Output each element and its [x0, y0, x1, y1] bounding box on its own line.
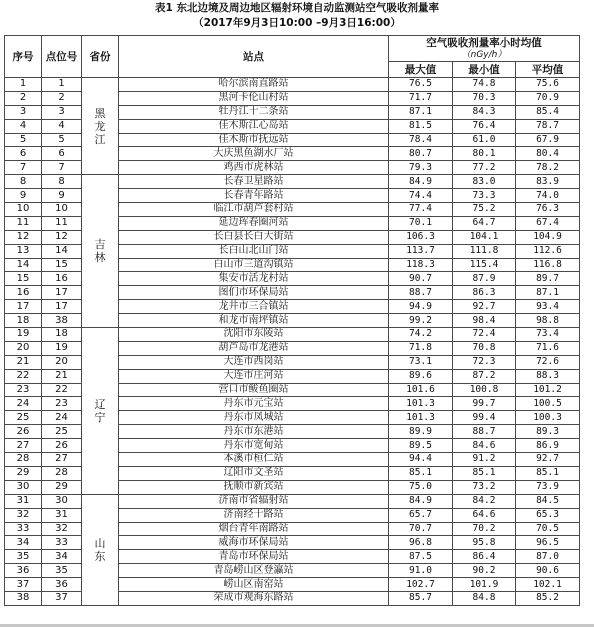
cell-seq: 14 [5, 258, 42, 272]
cell-min: 101.9 [453, 578, 516, 592]
cell-max: 85.7 [389, 591, 453, 605]
cell-seq: 24 [5, 397, 42, 411]
cell-avg: 104.9 [516, 230, 580, 244]
cell-avg: 101.2 [516, 383, 580, 397]
cell-avg: 98.8 [516, 314, 580, 328]
cell-seq: 29 [5, 466, 42, 480]
cell-max: 87.1 [389, 105, 453, 119]
cell-max: 101.6 [389, 383, 453, 397]
cell-point: 32 [42, 522, 82, 536]
cell-station: 鸡西市虎林站 [119, 161, 389, 175]
cell-point: 1 [42, 78, 82, 92]
cell-max: 87.5 [389, 550, 453, 564]
cell-seq: 26 [5, 425, 42, 439]
cell-seq: 30 [5, 480, 42, 494]
cell-seq: 36 [5, 564, 42, 578]
cell-seq: 2 [5, 91, 42, 105]
cell-max: 99.2 [389, 314, 453, 328]
cell-seq: 28 [5, 453, 42, 467]
header-seq: 序号 [5, 36, 42, 78]
cell-point: 37 [42, 591, 82, 605]
cell-avg: 92.7 [516, 453, 580, 467]
cell-avg: 78.2 [516, 161, 580, 175]
cell-seq: 13 [5, 244, 42, 258]
cell-min: 98.4 [453, 314, 516, 328]
cell-min: 95.8 [453, 536, 516, 550]
cell-avg: 90.6 [516, 564, 580, 578]
cell-station: 济南市省辐射站 [119, 494, 389, 508]
cell-seq: 32 [5, 508, 42, 522]
cell-seq: 7 [5, 161, 42, 175]
cell-avg: 71.6 [516, 341, 580, 355]
cell-min: 73.2 [453, 480, 516, 494]
cell-seq: 12 [5, 230, 42, 244]
cell-avg: 88.3 [516, 369, 580, 383]
cell-point: 10 [42, 203, 82, 217]
cell-seq: 11 [5, 216, 42, 230]
cell-max: 113.7 [389, 244, 453, 258]
cell-max: 76.5 [389, 78, 453, 92]
cell-max: 71.7 [389, 91, 453, 105]
cell-seq: 33 [5, 522, 42, 536]
province-label: 辽宁 [94, 397, 106, 424]
cell-max: 96.8 [389, 536, 453, 550]
cell-point: 18 [42, 328, 82, 342]
cell-min: 86.3 [453, 286, 516, 300]
cell-seq: 1 [5, 78, 42, 92]
cell-min: 86.4 [453, 550, 516, 564]
cell-max: 94.4 [389, 453, 453, 467]
cell-avg: 84.5 [516, 494, 580, 508]
cell-seq: 9 [5, 189, 42, 203]
cell-point: 28 [42, 466, 82, 480]
cell-max: 94.9 [389, 300, 453, 314]
cell-station: 牡丹江十二条站 [119, 105, 389, 119]
cell-avg: 85.1 [516, 466, 580, 480]
cell-station: 济南经十路站 [119, 508, 389, 522]
cell-seq: 35 [5, 550, 42, 564]
cell-avg: 80.4 [516, 147, 580, 161]
cell-station: 长春卫星路站 [119, 175, 389, 189]
cell-point: 19 [42, 341, 82, 355]
province-label: 山东 [94, 536, 106, 563]
cell-min: 85.1 [453, 466, 516, 480]
cell-avg: 87.0 [516, 550, 580, 564]
cell-seq: 16 [5, 286, 42, 300]
cell-max: 75.0 [389, 480, 453, 494]
cell-station: 威海市环保局站 [119, 536, 389, 550]
cell-max: 81.5 [389, 119, 453, 133]
cell-station: 本溪市桓仁站 [119, 453, 389, 467]
cell-point: 14 [42, 244, 82, 258]
cell-avg: 70.5 [516, 522, 580, 536]
cell-min: 99.7 [453, 397, 516, 411]
cell-avg: 78.7 [516, 119, 580, 133]
cell-point: 17 [42, 286, 82, 300]
cell-station: 抚顺市新宾站 [119, 480, 389, 494]
cell-station: 延边珲春圈河站 [119, 216, 389, 230]
cell-point: 24 [42, 411, 82, 425]
cell-province [82, 78, 119, 175]
cell-station: 沈阳市东陵站 [119, 328, 389, 342]
table-subtitle: （2017年9月3日10:00 –9月3日16:00） [193, 17, 401, 29]
cell-max: 90.7 [389, 272, 453, 286]
radiation-table [4, 35, 580, 606]
cell-station: 长春青年路站 [119, 189, 389, 203]
cell-max: 101.3 [389, 411, 453, 425]
cell-point: 22 [42, 383, 82, 397]
cell-station: 丹东市东港站 [119, 425, 389, 439]
cell-min: 87.2 [453, 369, 516, 383]
cell-station: 青岛崂山区登瀛站 [119, 564, 389, 578]
cell-min: 99.4 [453, 411, 516, 425]
cell-point: 2 [42, 91, 82, 105]
cell-avg: 100.5 [516, 397, 580, 411]
cell-min: 111.8 [453, 244, 516, 258]
cell-min: 90.2 [453, 564, 516, 578]
cell-station: 崂山区南窑站 [119, 578, 389, 592]
cell-min: 61.0 [453, 133, 516, 147]
cell-avg: 76.3 [516, 203, 580, 217]
cell-avg: 96.5 [516, 536, 580, 550]
cell-max: 74.4 [389, 189, 453, 203]
header-station: 站点 [119, 36, 389, 78]
cell-seq: 3 [5, 105, 42, 119]
cell-station: 营口市鲅鱼圈站 [119, 383, 389, 397]
cell-min: 70.2 [453, 522, 516, 536]
cell-point: 25 [42, 425, 82, 439]
cell-max: 91.0 [389, 564, 453, 578]
cell-seq: 23 [5, 383, 42, 397]
cell-max: 106.3 [389, 230, 453, 244]
cell-station: 丹东市元宝站 [119, 397, 389, 411]
cell-min: 84.6 [453, 439, 516, 453]
cell-avg: 73.4 [516, 328, 580, 342]
cell-max: 88.7 [389, 286, 453, 300]
cell-min: 87.9 [453, 272, 516, 286]
cell-point: 36 [42, 578, 82, 592]
cell-avg: 70.9 [516, 91, 580, 105]
cell-point: 8 [42, 175, 82, 189]
cell-max: 79.3 [389, 161, 453, 175]
cell-avg: 74.0 [516, 189, 580, 203]
cell-avg: 65.3 [516, 508, 580, 522]
cell-point: 30 [42, 494, 82, 508]
table-row [5, 78, 580, 92]
cell-seq: 31 [5, 494, 42, 508]
cell-min: 83.0 [453, 175, 516, 189]
header-unit: （nGy/h） [461, 49, 507, 60]
cell-seq: 37 [5, 578, 42, 592]
cell-max: 70.1 [389, 216, 453, 230]
cell-seq: 21 [5, 355, 42, 369]
cell-max: 70.7 [389, 522, 453, 536]
cell-seq: 5 [5, 133, 42, 147]
cell-point: 16 [42, 272, 82, 286]
header-rate-label: 空气吸收剂量率小时均值 [426, 36, 542, 49]
cell-seq: 15 [5, 272, 42, 286]
cell-avg: 86.9 [516, 439, 580, 453]
cell-point: 5 [42, 133, 82, 147]
cell-max: 118.3 [389, 258, 453, 272]
cell-max: 73.1 [389, 355, 453, 369]
cell-station: 龙井市三合镇站 [119, 300, 389, 314]
cell-min: 84.2 [453, 494, 516, 508]
cell-point: 21 [42, 369, 82, 383]
cell-station: 集安市活龙村站 [119, 272, 389, 286]
cell-max: 89.5 [389, 439, 453, 453]
cell-max: 101.3 [389, 397, 453, 411]
cell-avg: 72.6 [516, 355, 580, 369]
table-body [5, 78, 580, 606]
table-row [5, 175, 580, 189]
cell-min: 74.8 [453, 78, 516, 92]
cell-min: 70.3 [453, 91, 516, 105]
cell-avg: 112.6 [516, 244, 580, 258]
cell-point: 26 [42, 439, 82, 453]
header-max: 最大值 [389, 62, 453, 78]
cell-min: 73.3 [453, 189, 516, 203]
cell-point: 29 [42, 480, 82, 494]
cell-min: 70.8 [453, 341, 516, 355]
cell-avg: 93.4 [516, 300, 580, 314]
cell-point: 23 [42, 397, 82, 411]
cell-seq: 17 [5, 300, 42, 314]
cell-min: 100.8 [453, 383, 516, 397]
cell-max: 74.2 [389, 328, 453, 342]
cell-station: 荣成市观海东路站 [119, 591, 389, 605]
cell-avg: 73.9 [516, 480, 580, 494]
cell-province [82, 175, 119, 328]
cell-province [82, 494, 119, 605]
cell-min: 72.4 [453, 328, 516, 342]
cell-avg: 89.7 [516, 272, 580, 286]
cell-point: 35 [42, 564, 82, 578]
cell-point: 20 [42, 355, 82, 369]
cell-avg: 75.6 [516, 78, 580, 92]
cell-min: 92.7 [453, 300, 516, 314]
cell-max: 84.9 [389, 494, 453, 508]
cell-station: 白山市三道沟镇站 [119, 258, 389, 272]
cell-avg: 67.9 [516, 133, 580, 147]
cell-station: 大庆黑鱼湖水厂站 [119, 147, 389, 161]
header-point: 点位号 [42, 36, 82, 78]
province-label: 吉林 [94, 238, 106, 265]
cell-point: 31 [42, 508, 82, 522]
cell-avg: 67.4 [516, 216, 580, 230]
cell-station: 图们市环保局站 [119, 286, 389, 300]
cell-min: 75.2 [453, 203, 516, 217]
cell-seq: 10 [5, 203, 42, 217]
cell-point: 7 [42, 161, 82, 175]
cell-province [82, 328, 119, 495]
cell-min: 80.1 [453, 147, 516, 161]
cell-seq: 34 [5, 536, 42, 550]
cell-station: 葫芦岛市龙港站 [119, 341, 389, 355]
cell-station: 长白县长白大街站 [119, 230, 389, 244]
header-min: 最小值 [453, 62, 516, 78]
cell-point: 17 [42, 300, 82, 314]
cell-point: 34 [42, 550, 82, 564]
cell-point: 15 [42, 258, 82, 272]
cell-min: 64.7 [453, 216, 516, 230]
cell-station: 哈尔滨南直路站 [119, 78, 389, 92]
cell-min: 104.1 [453, 230, 516, 244]
header-province: 省份 [82, 36, 119, 78]
cell-max: 65.7 [389, 508, 453, 522]
cell-min: 76.4 [453, 119, 516, 133]
cell-seq: 27 [5, 439, 42, 453]
cell-min: 115.4 [453, 258, 516, 272]
cell-station: 黑河卡伦山村站 [119, 91, 389, 105]
header-avg: 平均值 [516, 62, 580, 78]
cell-max: 80.7 [389, 147, 453, 161]
table-row [5, 328, 580, 342]
cell-avg: 83.9 [516, 175, 580, 189]
cell-avg: 102.1 [516, 578, 580, 592]
cell-min: 91.2 [453, 453, 516, 467]
cell-point: 3 [42, 105, 82, 119]
cell-station: 佳木斯江心岛站 [119, 119, 389, 133]
cell-max: 77.4 [389, 203, 453, 217]
cell-min: 77.2 [453, 161, 516, 175]
cell-seq: 22 [5, 369, 42, 383]
cell-point: 6 [42, 147, 82, 161]
cell-station: 辽阳市文圣站 [119, 466, 389, 480]
cell-max: 89.9 [389, 425, 453, 439]
cell-max: 71.8 [389, 341, 453, 355]
cell-point: 9 [42, 189, 82, 203]
cell-max: 102.7 [389, 578, 453, 592]
cell-seq: 25 [5, 411, 42, 425]
cell-min: 72.3 [453, 355, 516, 369]
cell-avg: 100.3 [516, 411, 580, 425]
cell-avg: 116.8 [516, 258, 580, 272]
province-label: 黑龙江 [94, 106, 106, 146]
cell-station: 大连市庄河站 [119, 369, 389, 383]
cell-point: 12 [42, 230, 82, 244]
cell-point: 11 [42, 216, 82, 230]
cell-max: 78.4 [389, 133, 453, 147]
cell-seq: 4 [5, 119, 42, 133]
table-row [5, 494, 580, 508]
cell-avg: 89.3 [516, 425, 580, 439]
cell-seq: 8 [5, 175, 42, 189]
cell-point: 38 [42, 314, 82, 328]
cell-point: 33 [42, 536, 82, 550]
cell-seq: 38 [5, 591, 42, 605]
cell-max: 84.9 [389, 175, 453, 189]
cell-max: 89.6 [389, 369, 453, 383]
cell-min: 84.3 [453, 105, 516, 119]
cell-station: 和龙市南坪镇站 [119, 314, 389, 328]
cell-seq: 20 [5, 341, 42, 355]
cell-station: 烟台青年南路站 [119, 522, 389, 536]
cell-seq: 6 [5, 147, 42, 161]
cell-min: 88.7 [453, 425, 516, 439]
cell-station: 丹东市宽甸站 [119, 439, 389, 453]
cell-max: 85.1 [389, 466, 453, 480]
table-title: 表1 东北边境及周边地区辐射环境自动监测站空气吸收剂量率 [155, 2, 439, 14]
cell-station: 临江市葫芦套村站 [119, 203, 389, 217]
cell-station: 青岛市环保局站 [119, 550, 389, 564]
cell-avg: 87.1 [516, 286, 580, 300]
cell-station: 长白山北山门站 [119, 244, 389, 258]
cell-station: 大连市西岗站 [119, 355, 389, 369]
cell-min: 84.8 [453, 591, 516, 605]
cell-seq: 19 [5, 328, 42, 342]
cell-min: 64.6 [453, 508, 516, 522]
cell-point: 4 [42, 119, 82, 133]
header-rate-group [389, 36, 580, 62]
cell-avg: 85.2 [516, 591, 580, 605]
cell-avg: 85.4 [516, 105, 580, 119]
cell-seq: 18 [5, 314, 42, 328]
cell-station: 佳木斯市抚远站 [119, 133, 389, 147]
cell-point: 27 [42, 453, 82, 467]
cell-station: 丹东市凤城站 [119, 411, 389, 425]
